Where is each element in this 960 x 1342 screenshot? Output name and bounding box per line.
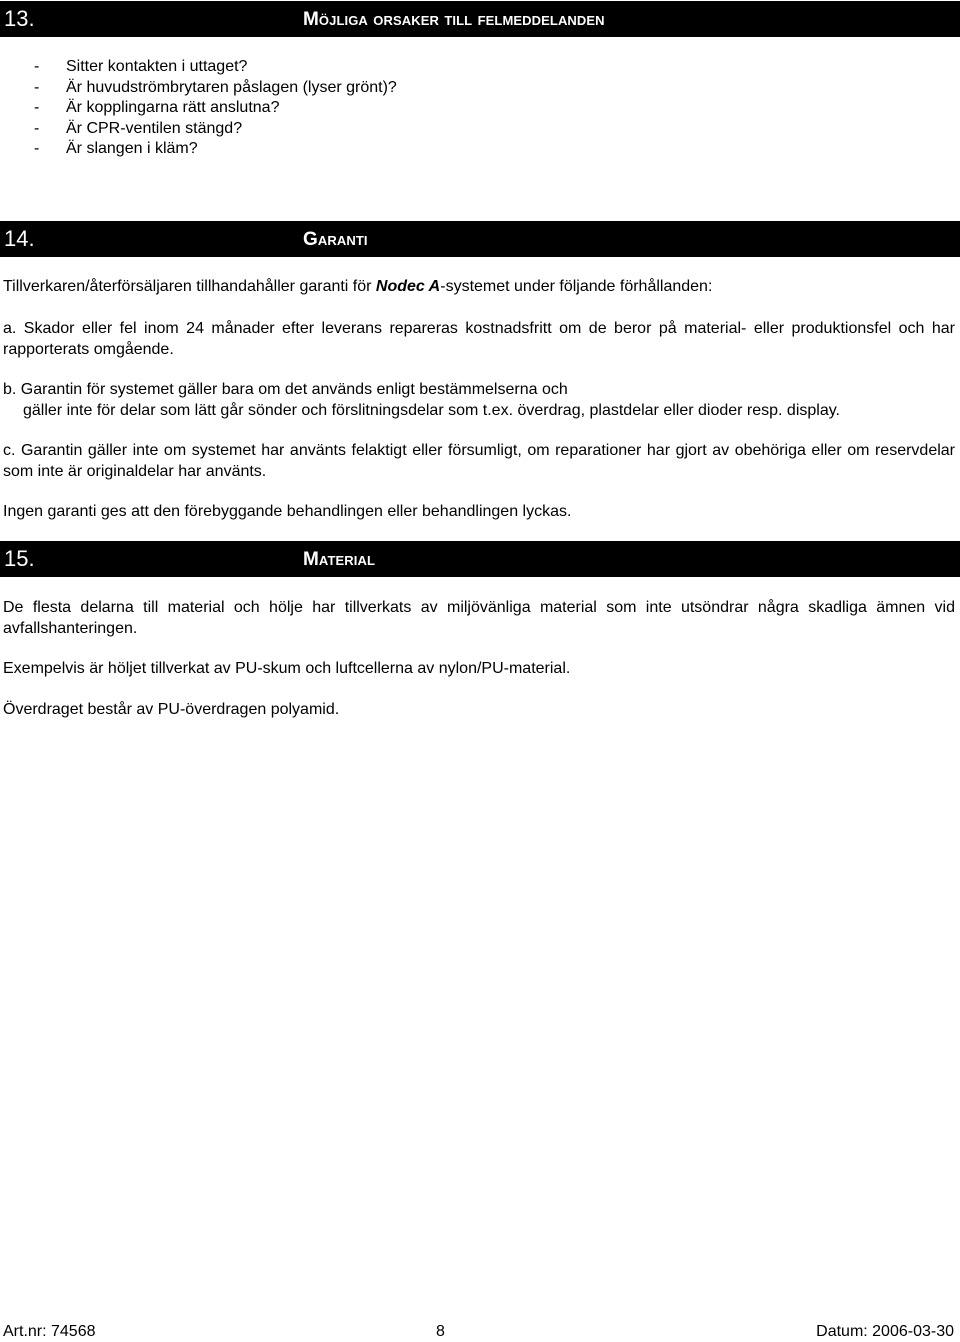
section-13-number: 13. (4, 6, 35, 31)
list-item: - Är huvudströmbrytaren påslagen (lyser grönt)? (34, 78, 397, 99)
warranty-item-a: a. Skador eller fel inom 24 månader efter leverans repareras kostnadsfritt om de beror på material- eller produktionsfel och har rapporterats omgående. (3, 320, 955, 358)
dash-bullet: - (34, 58, 40, 75)
list-item: - Sitter kontakten i uttaget? (34, 57, 397, 78)
dash-bullet: - (34, 119, 40, 137)
section-14-heading (0, 221, 960, 257)
section-14-number: 14. (4, 226, 35, 251)
warranty-item-b (3, 379, 840, 421)
warranty-item-b-line-1: b. Garantin för systemet gäller bara om det används enligt bestämmelserna och (3, 381, 568, 398)
material-paragraph-3: Överdraget består av PU-överdragen polyamid. (3, 701, 340, 718)
warranty-item-b-line-2: gäller inte för delar som lätt går sönder och förslitningsdelar som t.ex. överdrag, plastdelar eller dioder resp. display. (23, 402, 840, 419)
material-paragraph-1: De flesta delarna till material och hölje har tillverkats av miljövänliga material som inte utsöndrar några skadliga ämnen vid avfallshanteringen. (3, 599, 955, 637)
section-15-title: Material (303, 549, 375, 570)
product-name: Nodec A (375, 278, 441, 295)
list-item: - Är slangen i kläm? (34, 139, 397, 160)
list-item: - Är kopplingarna rätt anslutna? (34, 98, 397, 119)
section-14-title: Garanti (303, 229, 368, 250)
dash-bullet: - (34, 140, 40, 157)
section-13-title: Möjliga orsaker till felmeddelanden (303, 9, 605, 30)
footer-page-number: 8 (436, 1323, 445, 1340)
footer-date: Datum: 2006-03-30 (816, 1323, 954, 1340)
troubleshooting-list (34, 57, 397, 160)
dash-bullet: - (34, 99, 40, 116)
section-13-heading (0, 1, 960, 37)
warranty-item-c: c. Garantin gäller inte om systemet har använts felaktigt eller försumligt, om reparationer har gjort av obehöriga eller om reservdelar som inte är originaldelar har använts. (3, 442, 955, 480)
warranty-intro: Tillverkaren/återförsäljaren tillhandahåller garanti för Nodec A-systemet under följande förhållanden: (3, 278, 713, 295)
section-15-number: 15. (4, 546, 35, 571)
dash-bullet: - (34, 78, 40, 96)
section-15-heading (0, 541, 960, 577)
material-paragraph-2: Exempelvis är höljet tillverkat av PU-skum och luftcellerna av nylon/PU-material. (3, 660, 571, 677)
list-item: - Är CPR-ventilen stängd? (34, 119, 397, 140)
footer-article-number: Art.nr: 74568 (3, 1323, 96, 1340)
warranty-note: Ingen garanti ges att den förebyggande behandlingen eller behandlingen lyckas. (3, 503, 572, 520)
